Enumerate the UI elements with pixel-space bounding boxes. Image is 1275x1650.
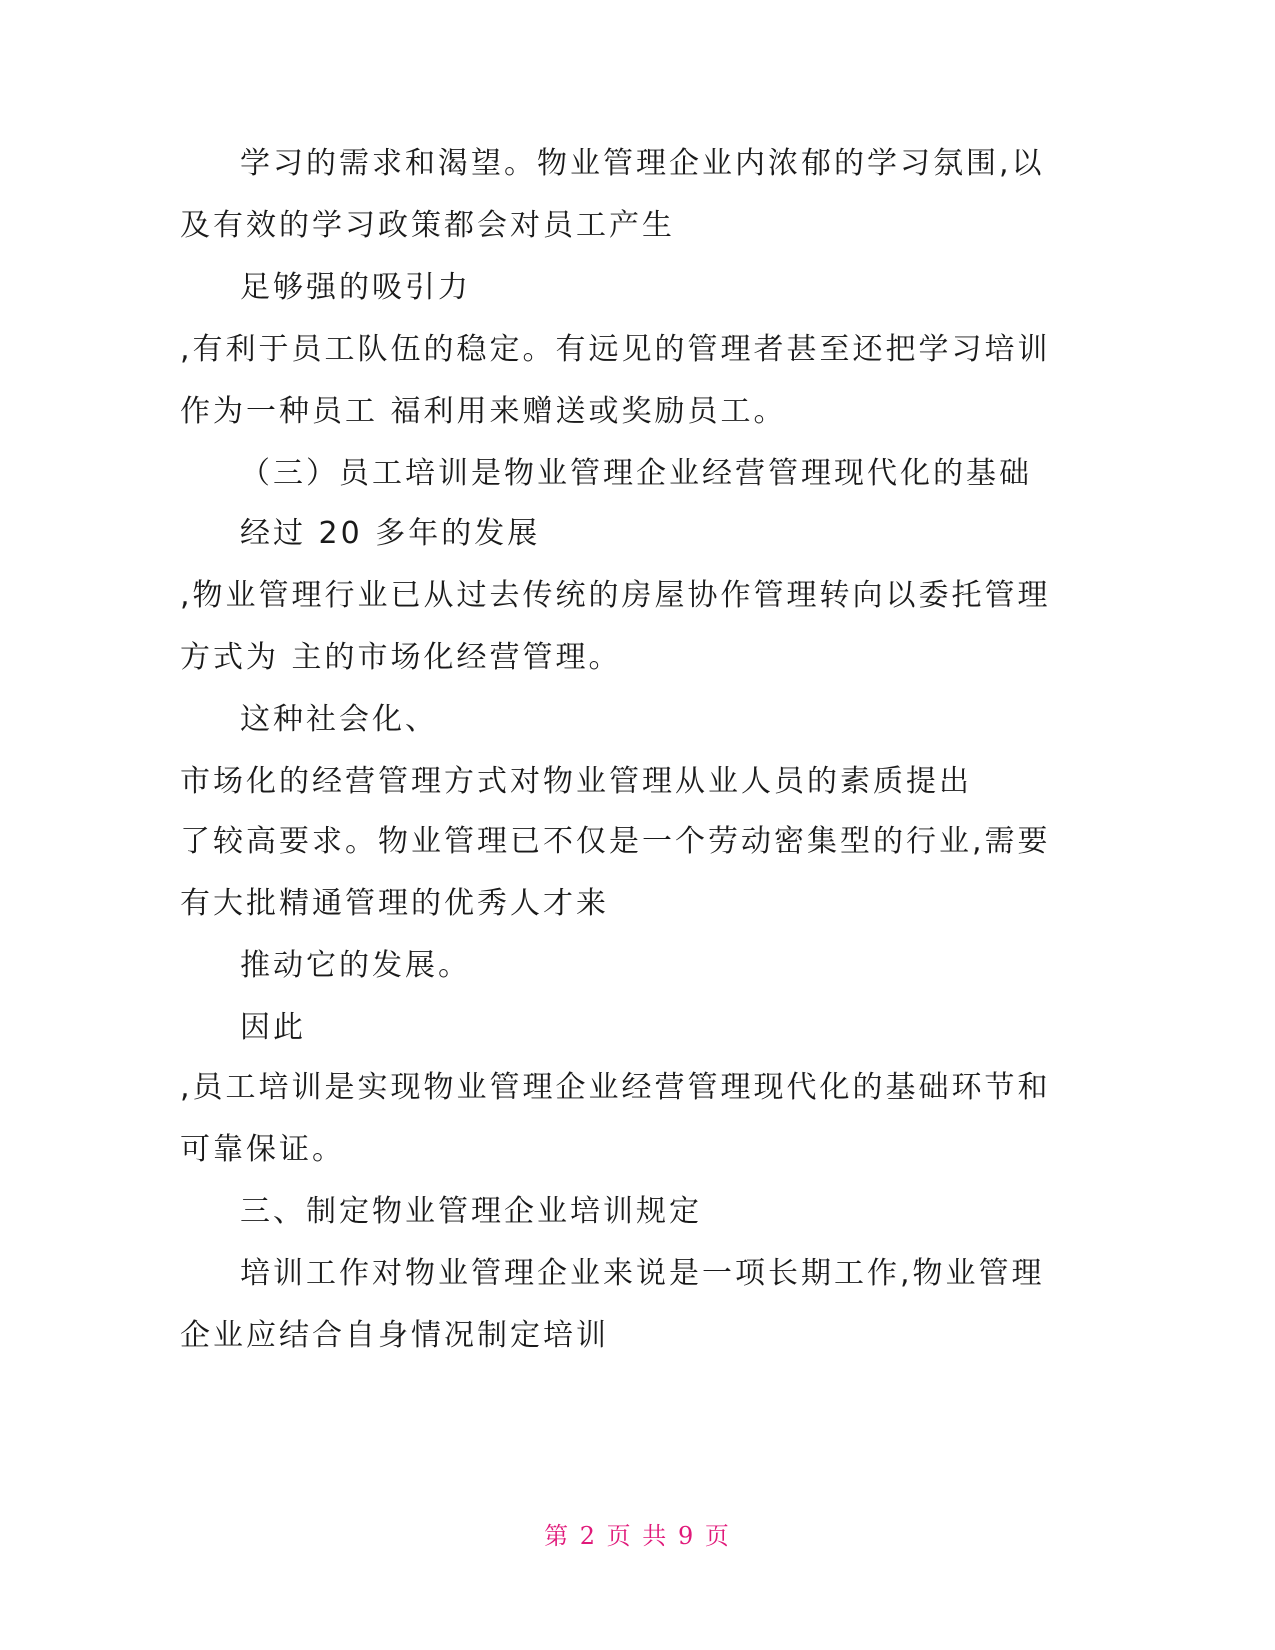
text-line: 因此 [240,1010,306,1045]
section-heading: 三、制定物业管理企业培训规定 [240,1194,702,1229]
text-line: ,物业管理行业已从过去传统的房屋协作管理转向以委托管理 [180,578,1051,613]
text-line: 及有效的学习政策都会对员工产生 [180,208,675,243]
text-line: 可靠保证。 [180,1132,345,1167]
text-line: 了较高要求。物业管理已不仅是一个劳动密集型的行业,需要 [180,824,1051,859]
page-number-footer: 第 2 页 共 9 页 [544,1522,731,1550]
text-line: 作为一种员工 福利用来赠送或奖励员工。 [180,394,787,429]
text-line: 经过 20 多年的发展 [240,516,541,551]
text-line: 这种社会化、 [240,702,438,737]
text-line: 有大批精通管理的优秀人才来 [180,886,609,921]
text-line: 企业应结合自身情况制定培训 [180,1318,609,1353]
text-line: 推动它的发展。 [240,948,471,983]
text-line: 市场化的经营管理方式对物业管理从业人员的素质提出 [180,764,972,799]
text-line: 培训工作对物业管理企业来说是一项长期工作,物业管理 [240,1256,1045,1291]
text-line: 学习的需求和渴望。物业管理企业内浓郁的学习氛围,以 [240,146,1045,181]
section-heading: （三）员工培训是物业管理企业经营管理现代化的基础 [240,456,1032,491]
text-line: ,员工培训是实现物业管理企业经营管理现代化的基础环节和 [180,1070,1051,1105]
text-line: ,有利于员工队伍的稳定。有远见的管理者甚至还把学习培训 [180,332,1051,367]
text-line: 足够强的吸引力 [240,270,471,305]
text-line: 方式为 主的市场化经营管理。 [180,640,622,675]
